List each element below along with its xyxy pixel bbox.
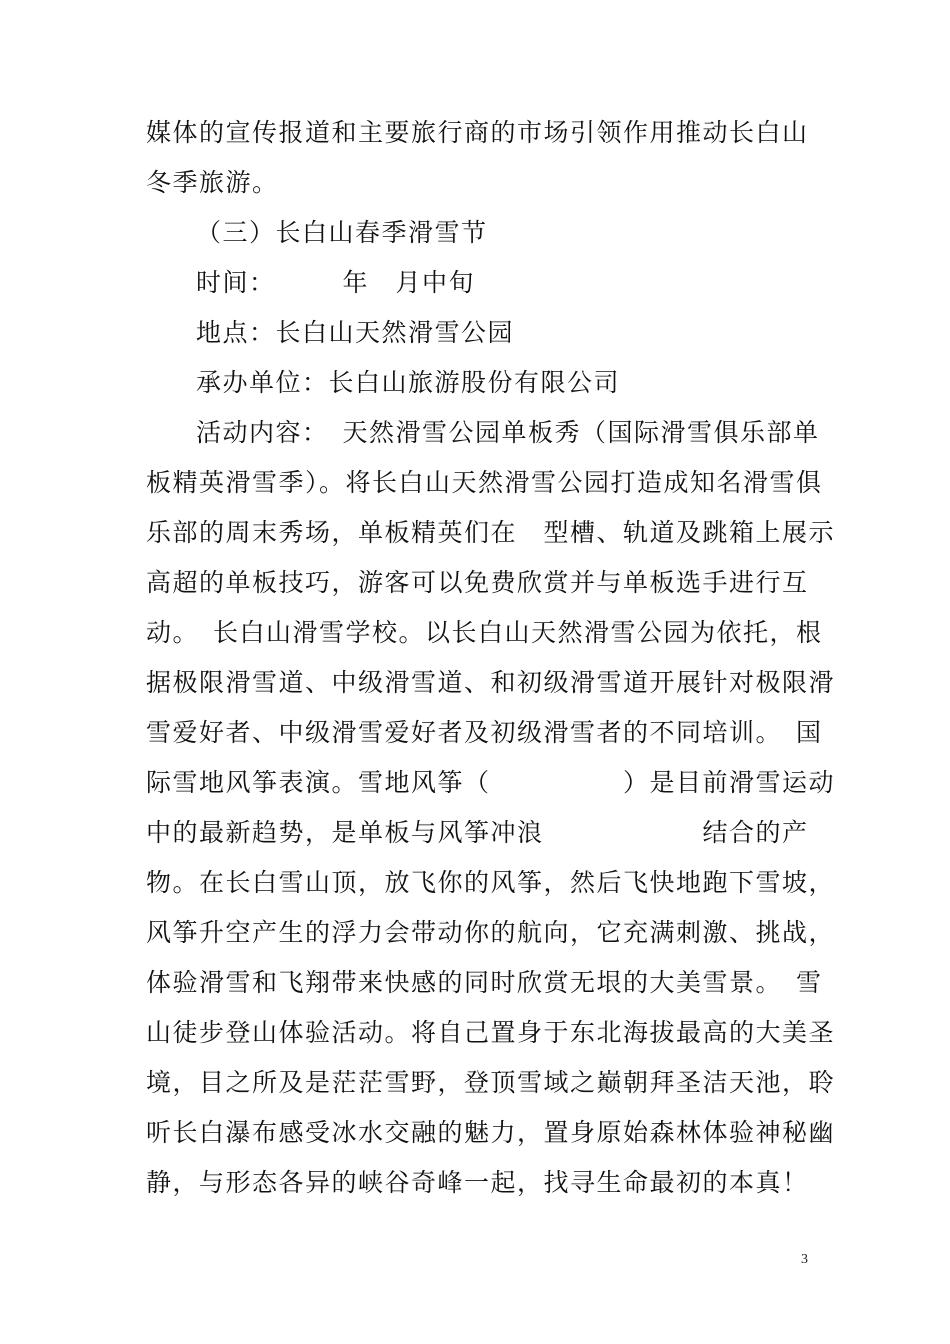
- text-line: 动。 长白山滑雪学校。以长白山天然滑雪公园为依托，根: [146, 618, 823, 647]
- text-line: 活动内容： 天然滑雪公园单板秀（国际滑雪俱乐部单: [196, 418, 820, 447]
- text-line: 山徒步登山体验活动。将自己置身于东北海拔最高的大美圣: [146, 1018, 836, 1047]
- text-line: 物。在长白雪山顶，放飞你的风筝，然后飞快地跑下雪坡，: [146, 868, 836, 897]
- event-location: 地点：长白山天然滑雪公园: [196, 318, 515, 347]
- event-time: 时间： 年 月中旬: [196, 268, 476, 297]
- text-line: 据极限滑雪道、中级滑雪道、和初级滑雪道开展针对极限滑: [146, 668, 836, 697]
- text-line: 乐部的周末秀场，单板精英们在 型槽、轨道及跳箱上展示: [146, 518, 836, 547]
- text-line: 境，目之所及是茫茫雪野，登顶雪域之巅朝拜圣洁天池，聆: [146, 1068, 836, 1097]
- text-line: 听长白瀑布感受冰水交融的魅力，置身原始森林体验神秘幽: [146, 1118, 836, 1147]
- text-line: 体验滑雪和飞翔带来快感的同时欣赏无垠的大美雪景。 雪: [146, 968, 823, 997]
- text-line: 媒体的宣传报道和主要旅行商的市场引领作用推动长白山: [146, 118, 809, 147]
- text-line: 中的最新趋势，是单板与风筝冲浪 结合的产: [146, 818, 809, 847]
- text-line: 高超的单板技巧，游客可以免费欣赏并与单板选手进行互: [146, 568, 809, 597]
- text-line: 际雪地风筝表演。雪地风筝（ ）是目前滑雪运动: [146, 768, 836, 797]
- text-line: 风筝升空产生的浮力会带动你的航向，它充满刺激、挑战，: [146, 918, 836, 947]
- text-line: 冬季旅游。: [146, 168, 279, 197]
- page-number: 3: [801, 1252, 808, 1267]
- section-heading: （三）长白山春季滑雪节: [196, 218, 488, 247]
- text-line: 静，与形态各异的峡谷奇峰一起，找寻生命最初的本真！: [146, 1168, 809, 1197]
- text-line: 雪爱好者、中级滑雪爱好者及初级滑雪者的不同培训。 国: [146, 718, 823, 747]
- text-line: 板精英滑雪季）。将长白山天然滑雪公园打造成知名滑雪俱: [146, 468, 823, 497]
- event-organizer: 承办单位：长白山旅游股份有限公司: [196, 368, 621, 397]
